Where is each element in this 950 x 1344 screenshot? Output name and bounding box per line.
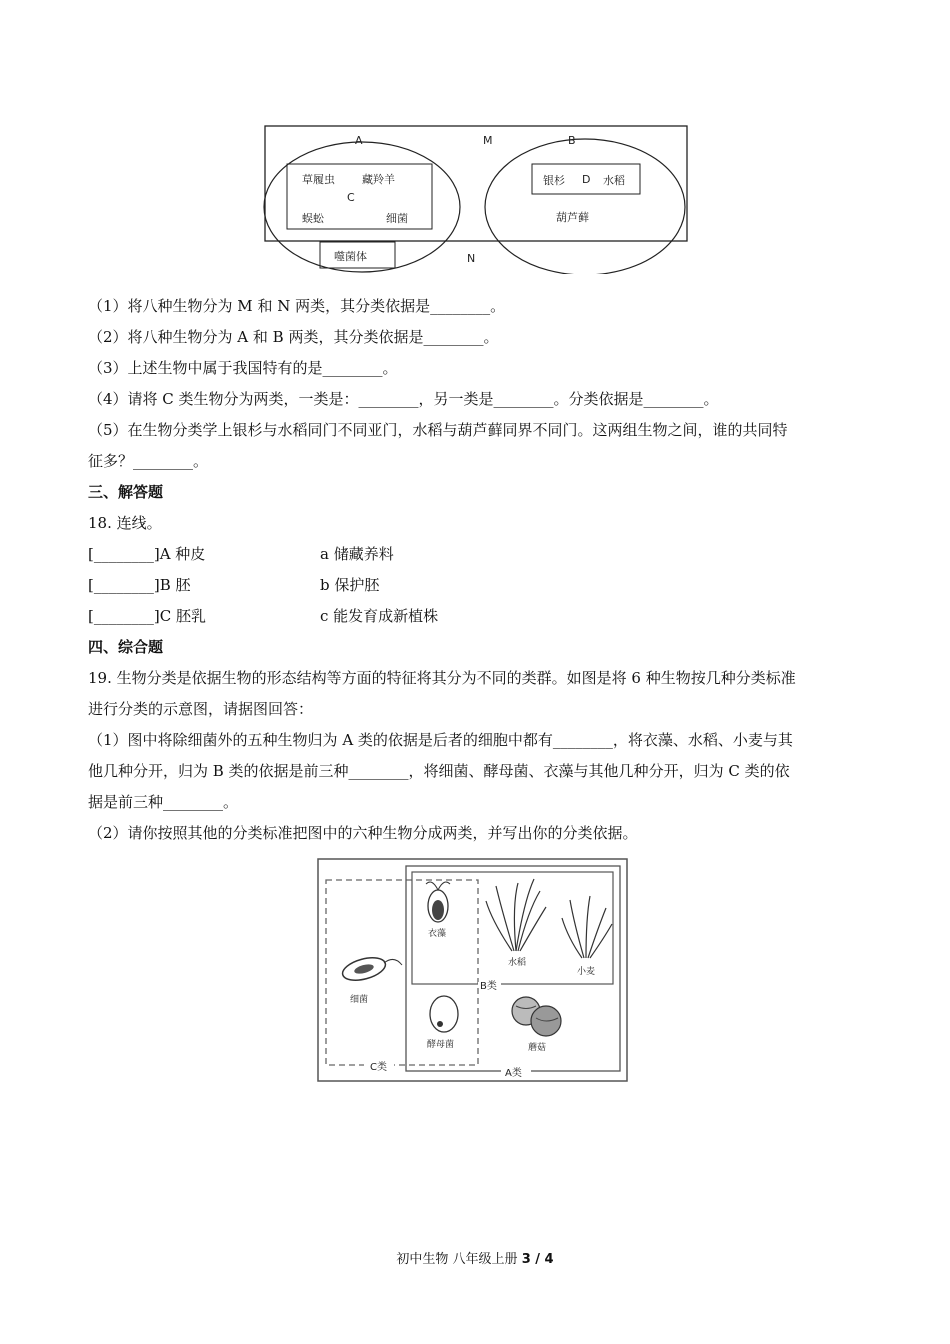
q17-part1: （1）将八种生物分为 M 和 N 两类，其分类依据是________。: [88, 297, 506, 315]
chlamydomonas-icon: [426, 882, 450, 922]
organism-label-yeast: 酵母菌: [427, 1040, 455, 1050]
mushroom-icon: [512, 997, 561, 1036]
q18-title: 18. 连线。: [88, 514, 162, 532]
category-label-A: A类: [505, 1068, 522, 1079]
page-footer: [0, 1248, 950, 1267]
q19-line-5: 据是前三种________。: [88, 793, 239, 811]
label-A: A: [355, 134, 363, 147]
q19-line-2: 进行分类的示意图，请据图回答：: [88, 700, 314, 718]
q18-left-1: [________]A 种皮: [88, 545, 206, 563]
organism-phage: 噬菌体: [334, 250, 367, 263]
organism-moss: 葫芦藓: [556, 211, 589, 224]
q19-line-6: （2）请你按照其他的分类标准把图中的六种生物分成两类，并写出你的分类依据。: [88, 824, 638, 842]
organism-tibetan-antelope: 藏羚羊: [362, 173, 395, 186]
bacterium-icon: [340, 954, 402, 985]
label-C: C: [347, 191, 355, 204]
q17-part3: （3）上述生物中属于我国特有的是________。: [88, 359, 398, 377]
organism-label-rice: 水稻: [508, 958, 527, 968]
q17-part5-cont: 征多？________。: [88, 452, 209, 470]
q18-right-3: c 能发育成新植株: [320, 607, 439, 625]
q19-line-1: 19. 生物分类是依据生物的形态结构等方面的特征将其分为不同的类群。如图是将 6 种生物按几种分类标准: [88, 669, 796, 687]
organism-centipede: 蜈蚣: [302, 212, 324, 225]
organism-rice: 水稻: [603, 174, 625, 187]
yeast-icon: [430, 996, 458, 1032]
organism-label-mushroom: 蘑菇: [528, 1043, 547, 1053]
organism-label-wheat: 小麦: [577, 967, 596, 977]
category-label-C: C类: [370, 1062, 387, 1073]
organism-paramecium: 草履虫: [302, 173, 335, 186]
q17-part4: （4）请将 C 类生物分为两类，一类是：________，另一类是________。分类依据是________。: [88, 390, 719, 408]
q19-line-4: 他几种分开，归为 B 类的依据是前三种________，将细菌、酵母菌、衣藻与其他几种分开，归为 C 类的依: [88, 762, 790, 780]
rice-plant-icon: [486, 879, 546, 951]
footer-text: 初中生物 八年级上册: [396, 1252, 522, 1267]
label-N: N: [467, 252, 476, 265]
q17-part2: （2）将八种生物分为 A 和 B 两类，其分类依据是________。: [88, 328, 499, 346]
organism-label-bacteria: 细菌: [350, 995, 369, 1005]
label-D: D: [582, 173, 591, 186]
page-number: 3 / 4: [521, 1252, 554, 1267]
organism-label-chlamydomonas: 衣藻: [428, 929, 447, 939]
section-heading-3: 三、解答题: [88, 483, 164, 501]
q18-right-2: b 保护胚: [320, 576, 380, 594]
q18-left-2: [________]B 胚: [88, 576, 191, 594]
diagram1-shapes: [262, 122, 692, 274]
classification-diagram-2: [316, 856, 630, 1084]
q19-line-3: （1）图中将除细菌外的五种生物归为 A 类的依据是后者的细胞中都有________，将衣藻、水稻、小麦与其: [88, 731, 793, 749]
label-B: B: [568, 134, 576, 147]
label-M: M: [483, 134, 493, 147]
organism-silver-fir: 银杉: [543, 174, 565, 187]
organism-bacteria: 细菌: [386, 212, 408, 225]
q17-part5: （5）在生物分类学上银杉与水稻同门不同亚门，水稻与葫芦藓同界不同门。这两组生物之间，谁的共同特: [88, 421, 788, 439]
section-heading-4: 四、综合题: [88, 638, 164, 656]
category-label-B: B类: [480, 981, 497, 992]
wheat-plant-icon: [562, 896, 612, 958]
q18-left-3: [________]C 胚乳: [88, 607, 206, 625]
q18-right-1: a 储藏养料: [320, 545, 394, 563]
classification-diagram-1: [262, 122, 692, 274]
